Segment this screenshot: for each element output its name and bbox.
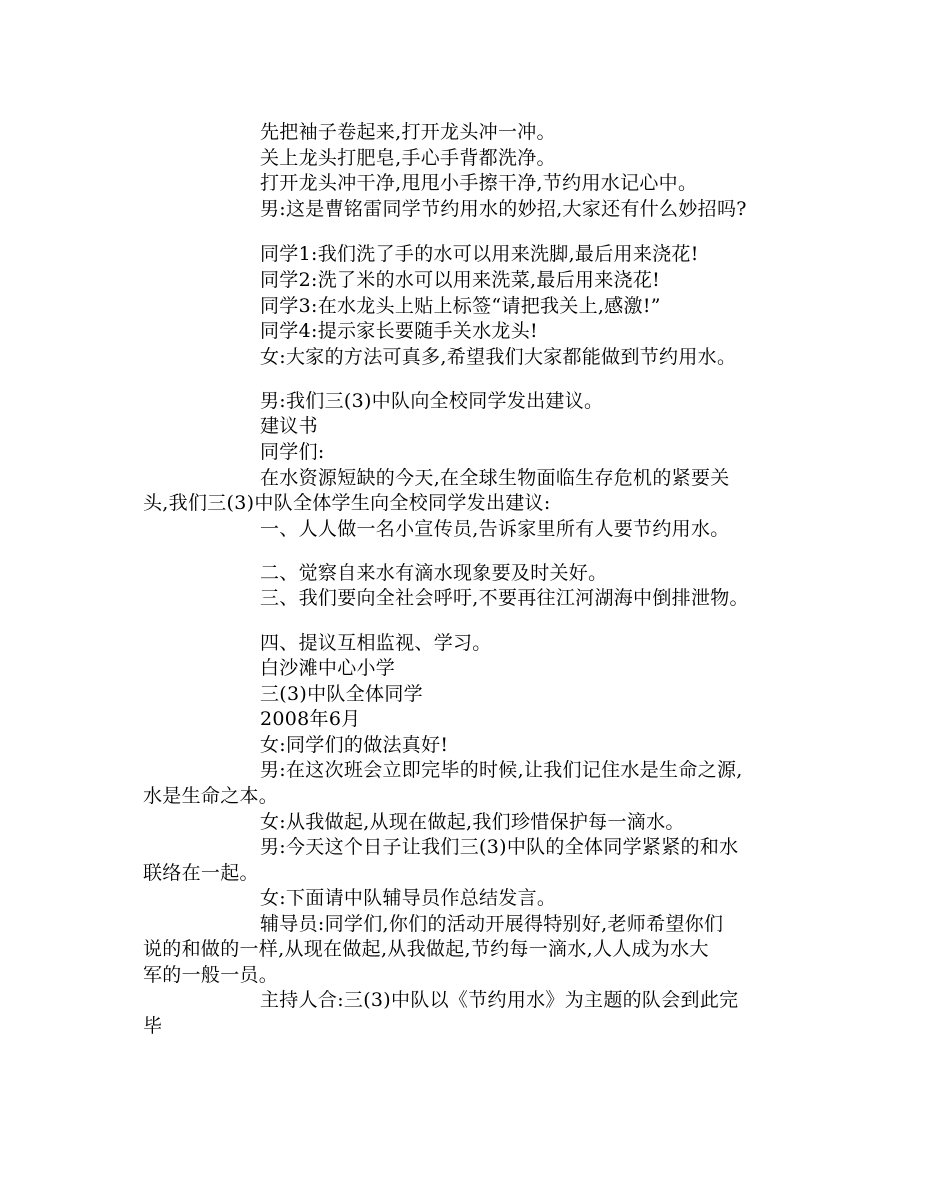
text-line: 女:下面请中队辅导员作总结发言。 bbox=[260, 887, 557, 909]
text-line: 男:这是曹铭雷同学节约用水的妙招,大家还有什么妙招吗? bbox=[260, 198, 747, 220]
list-item: 三、我们要向全社会呼吁,不要再往江河湖海中倒排泄物。 bbox=[260, 587, 749, 609]
text-line: 男:在这次班会立即完毕的时候,让我们记住水是生命之源, bbox=[260, 759, 743, 781]
list-item: 一、人人做一名小宣传员,告诉家里所有人要节约用水。 bbox=[260, 518, 730, 540]
text-line: 同学2:洗了米的水可以用来洗菜,最后用来浇花! bbox=[260, 269, 661, 291]
text-line: 同学们: bbox=[260, 441, 325, 463]
text-line: 男:今天这个日子让我们三(3)中队的全体同学紧紧的和水 bbox=[260, 836, 739, 858]
signature-date: 2008年6月 bbox=[260, 708, 361, 730]
text-line: 同学4:提示家长要随手关水龙头! bbox=[260, 320, 538, 342]
text-line: 水是生命之本。 bbox=[143, 785, 279, 807]
text-line: 男:我们三(3)中队向全校同学发出建议。 bbox=[260, 390, 604, 412]
text-line: 女:从我做起,从现在做起,我们珍惜保护每一滴水。 bbox=[260, 811, 685, 833]
text-line: 在水资源短缺的今天,在全球生物面临生存危机的紧要关 bbox=[260, 467, 730, 489]
text-line: 军的一般一员。 bbox=[143, 964, 279, 986]
text-line: 毕 bbox=[143, 1015, 163, 1037]
text-line: 同学3:在水龙头上贴上标签“请把我关上,感激!” bbox=[260, 295, 661, 317]
signature-school: 白沙滩中心小学 bbox=[260, 657, 396, 679]
text-line: 联络在一起。 bbox=[143, 862, 259, 884]
text-line: 先把袖子卷起来,打开龙头冲一冲。 bbox=[260, 121, 556, 143]
signature-class: 三(3)中队全体同学 bbox=[260, 683, 423, 705]
heading-proposal: 建议书 bbox=[260, 415, 318, 437]
text-line: 同学1:我们洗了手的水可以用来洗脚,最后用来浇花! bbox=[260, 243, 699, 265]
text-line: 关上龙头打肥皂,手心手背都洗净。 bbox=[260, 147, 556, 169]
text-line: 女:大家的方法可真多,希望我们大家都能做到节约用水。 bbox=[260, 346, 737, 368]
list-item: 四、提议互相监视、学习。 bbox=[260, 632, 492, 654]
text-line: 主持人合:三(3)中队以《节约用水》为主题的队会到此完 bbox=[260, 989, 739, 1011]
text-line: 头,我们三(3)中队全体学生向全校同学发出建议: bbox=[143, 492, 551, 514]
text-line: 说的和做的一样,从现在做起,从我做起,节约每一滴水,人人成为水大 bbox=[143, 938, 709, 960]
list-item: 二、觉察自来水有滴水现象要及时关好。 bbox=[260, 562, 608, 584]
text-line: 辅导员:同学们,你们的活动开展得特别好,老师希望你们 bbox=[260, 913, 724, 935]
text-line: 打开龙头冲干净,甩甩小手擦干净,节约用水记心中。 bbox=[260, 172, 698, 194]
text-line: 女:同学们的做法真好! bbox=[260, 734, 449, 756]
